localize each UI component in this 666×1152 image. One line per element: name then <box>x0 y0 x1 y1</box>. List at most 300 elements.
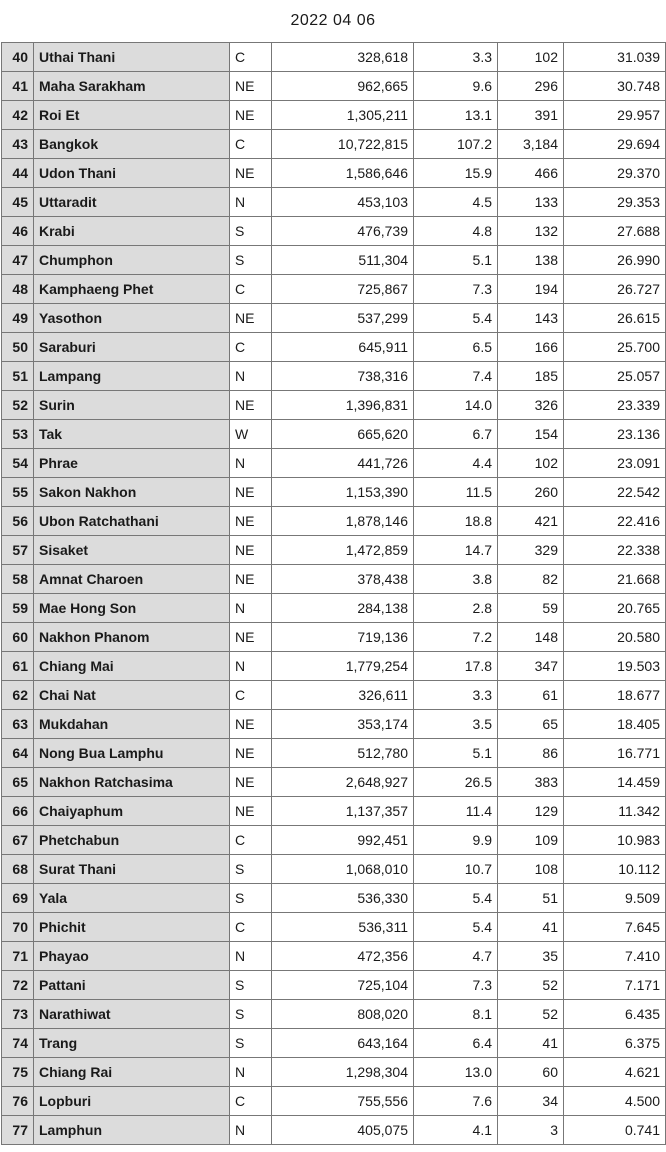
region-cell: N <box>230 1058 272 1087</box>
rate-cell: 7.410 <box>564 942 666 971</box>
region-cell: NE <box>230 797 272 826</box>
population-cell: 476,739 <box>272 217 414 246</box>
population-cell: 755,556 <box>272 1087 414 1116</box>
table-row <box>2 710 666 739</box>
cases-cell: 35 <box>498 942 564 971</box>
cases-cell: 166 <box>498 333 564 362</box>
population-cell: 645,911 <box>272 333 414 362</box>
rate-cell: 7.171 <box>564 971 666 1000</box>
region-cell: N <box>230 362 272 391</box>
table-row <box>2 1000 666 1029</box>
province-cell: Saraburi <box>34 333 230 362</box>
rank-cell: 55 <box>2 478 34 507</box>
rank-cell: 68 <box>2 855 34 884</box>
table-row <box>2 681 666 710</box>
table-row <box>2 275 666 304</box>
rank-cell: 44 <box>2 159 34 188</box>
rank-cell: 60 <box>2 623 34 652</box>
table-row <box>2 449 666 478</box>
per-100k-cell: 7.2 <box>414 623 498 652</box>
region-cell: N <box>230 449 272 478</box>
table-body <box>2 43 666 1145</box>
rank-cell: 66 <box>2 797 34 826</box>
province-cell: Amnat Charoen <box>34 565 230 594</box>
province-cell: Sakon Nakhon <box>34 478 230 507</box>
rate-cell: 9.509 <box>564 884 666 913</box>
cases-cell: 194 <box>498 275 564 304</box>
rate-cell: 21.668 <box>564 565 666 594</box>
province-cell: Krabi <box>34 217 230 246</box>
population-cell: 326,611 <box>272 681 414 710</box>
table-row <box>2 536 666 565</box>
province-cell: Lopburi <box>34 1087 230 1116</box>
province-cell: Trang <box>34 1029 230 1058</box>
table-row <box>2 623 666 652</box>
cases-cell: 347 <box>498 652 564 681</box>
rank-cell: 45 <box>2 188 34 217</box>
per-100k-cell: 5.1 <box>414 739 498 768</box>
cases-cell: 154 <box>498 420 564 449</box>
cases-cell: 41 <box>498 913 564 942</box>
region-cell: NE <box>230 536 272 565</box>
cases-cell: 383 <box>498 768 564 797</box>
region-cell: NE <box>230 623 272 652</box>
region-cell: C <box>230 1087 272 1116</box>
population-cell: 353,174 <box>272 710 414 739</box>
per-100k-cell: 5.4 <box>414 304 498 333</box>
province-cell: Nakhon Ratchasima <box>34 768 230 797</box>
table-row <box>2 72 666 101</box>
table-row <box>2 43 666 72</box>
page-title: 2022 04 06 <box>290 12 376 29</box>
cases-cell: 185 <box>498 362 564 391</box>
province-cell: Phetchabun <box>34 826 230 855</box>
region-cell: S <box>230 884 272 913</box>
region-cell: NE <box>230 391 272 420</box>
region-cell: C <box>230 913 272 942</box>
cases-cell: 3 <box>498 1116 564 1145</box>
region-cell: NE <box>230 159 272 188</box>
cases-cell: 102 <box>498 43 564 72</box>
population-cell: 10,722,815 <box>272 130 414 159</box>
rate-cell: 29.694 <box>564 130 666 159</box>
population-cell: 2,648,927 <box>272 768 414 797</box>
population-cell: 1,472,859 <box>272 536 414 565</box>
population-cell: 453,103 <box>272 188 414 217</box>
rate-cell: 23.091 <box>564 449 666 478</box>
per-100k-cell: 7.3 <box>414 971 498 1000</box>
province-cell: Roi Et <box>34 101 230 130</box>
rank-cell: 48 <box>2 275 34 304</box>
per-100k-cell: 6.7 <box>414 420 498 449</box>
rate-cell: 10.112 <box>564 855 666 884</box>
rank-cell: 76 <box>2 1087 34 1116</box>
province-cell: Yala <box>34 884 230 913</box>
region-cell: S <box>230 217 272 246</box>
region-cell: C <box>230 43 272 72</box>
cases-cell: 3,184 <box>498 130 564 159</box>
rank-cell: 50 <box>2 333 34 362</box>
table-row <box>2 739 666 768</box>
rate-cell: 27.688 <box>564 217 666 246</box>
rate-cell: 22.338 <box>564 536 666 565</box>
cases-cell: 65 <box>498 710 564 739</box>
population-cell: 1,305,211 <box>272 101 414 130</box>
rate-cell: 29.353 <box>564 188 666 217</box>
cases-cell: 60 <box>498 1058 564 1087</box>
population-cell: 1,153,390 <box>272 478 414 507</box>
rate-cell: 31.039 <box>564 43 666 72</box>
region-cell: S <box>230 1000 272 1029</box>
rank-cell: 75 <box>2 1058 34 1087</box>
population-cell: 962,665 <box>272 72 414 101</box>
per-100k-cell: 11.4 <box>414 797 498 826</box>
province-cell: Pattani <box>34 971 230 1000</box>
cases-cell: 391 <box>498 101 564 130</box>
rank-cell: 41 <box>2 72 34 101</box>
population-cell: 738,316 <box>272 362 414 391</box>
per-100k-cell: 26.5 <box>414 768 498 797</box>
province-cell: Mukdahan <box>34 710 230 739</box>
per-100k-cell: 5.4 <box>414 884 498 913</box>
cases-cell: 148 <box>498 623 564 652</box>
region-cell: N <box>230 942 272 971</box>
rank-cell: 42 <box>2 101 34 130</box>
rate-cell: 14.459 <box>564 768 666 797</box>
table-row <box>2 333 666 362</box>
rate-cell: 0.741 <box>564 1116 666 1145</box>
cases-cell: 132 <box>498 217 564 246</box>
rank-cell: 61 <box>2 652 34 681</box>
table-row <box>2 768 666 797</box>
table-row <box>2 826 666 855</box>
population-cell: 665,620 <box>272 420 414 449</box>
rate-cell: 16.771 <box>564 739 666 768</box>
rank-cell: 59 <box>2 594 34 623</box>
population-cell: 725,867 <box>272 275 414 304</box>
per-100k-cell: 3.3 <box>414 681 498 710</box>
province-cell: Phayao <box>34 942 230 971</box>
per-100k-cell: 13.0 <box>414 1058 498 1087</box>
table-row <box>2 971 666 1000</box>
cases-cell: 133 <box>498 188 564 217</box>
per-100k-cell: 6.4 <box>414 1029 498 1058</box>
per-100k-cell: 7.6 <box>414 1087 498 1116</box>
population-cell: 1,068,010 <box>272 855 414 884</box>
region-cell: NE <box>230 565 272 594</box>
rank-cell: 49 <box>2 304 34 333</box>
table-row <box>2 246 666 275</box>
per-100k-cell: 14.7 <box>414 536 498 565</box>
rank-cell: 69 <box>2 884 34 913</box>
per-100k-cell: 11.5 <box>414 478 498 507</box>
per-100k-cell: 7.3 <box>414 275 498 304</box>
province-cell: Uthai Thani <box>34 43 230 72</box>
table-row <box>2 855 666 884</box>
population-cell: 536,311 <box>272 913 414 942</box>
region-cell: NE <box>230 101 272 130</box>
rank-cell: 72 <box>2 971 34 1000</box>
region-cell: NE <box>230 768 272 797</box>
cases-cell: 52 <box>498 971 564 1000</box>
rate-cell: 25.700 <box>564 333 666 362</box>
rank-cell: 51 <box>2 362 34 391</box>
cases-cell: 59 <box>498 594 564 623</box>
rank-cell: 73 <box>2 1000 34 1029</box>
rank-cell: 40 <box>2 43 34 72</box>
population-cell: 1,586,646 <box>272 159 414 188</box>
region-cell: NE <box>230 710 272 739</box>
table-row <box>2 159 666 188</box>
rate-cell: 25.057 <box>564 362 666 391</box>
rank-cell: 58 <box>2 565 34 594</box>
table-row <box>2 391 666 420</box>
cases-cell: 82 <box>498 565 564 594</box>
province-cell: Chai Nat <box>34 681 230 710</box>
table-row <box>2 478 666 507</box>
population-cell: 719,136 <box>272 623 414 652</box>
cases-cell: 41 <box>498 1029 564 1058</box>
rank-cell: 71 <box>2 942 34 971</box>
rate-cell: 26.990 <box>564 246 666 275</box>
region-cell: C <box>230 275 272 304</box>
per-100k-cell: 3.3 <box>414 43 498 72</box>
province-cell: Lampang <box>34 362 230 391</box>
province-cell: Mae Hong Son <box>34 594 230 623</box>
rank-cell: 67 <box>2 826 34 855</box>
table-row <box>2 1087 666 1116</box>
rank-cell: 47 <box>2 246 34 275</box>
region-cell: C <box>230 130 272 159</box>
rank-cell: 63 <box>2 710 34 739</box>
population-cell: 284,138 <box>272 594 414 623</box>
region-cell: S <box>230 246 272 275</box>
population-cell: 643,164 <box>272 1029 414 1058</box>
population-cell: 1,298,304 <box>272 1058 414 1087</box>
province-cell: Lamphun <box>34 1116 230 1145</box>
population-cell: 472,356 <box>272 942 414 971</box>
region-cell: S <box>230 971 272 1000</box>
province-cell: Chiang Rai <box>34 1058 230 1087</box>
region-cell: C <box>230 681 272 710</box>
population-cell: 405,075 <box>272 1116 414 1145</box>
table-row <box>2 1029 666 1058</box>
rank-cell: 54 <box>2 449 34 478</box>
per-100k-cell: 15.9 <box>414 159 498 188</box>
rate-cell: 11.342 <box>564 797 666 826</box>
cases-cell: 143 <box>498 304 564 333</box>
per-100k-cell: 3.8 <box>414 565 498 594</box>
cases-cell: 138 <box>498 246 564 275</box>
rank-cell: 43 <box>2 130 34 159</box>
rate-cell: 23.136 <box>564 420 666 449</box>
province-cell: Nakhon Phanom <box>34 623 230 652</box>
rank-cell: 57 <box>2 536 34 565</box>
table-row <box>2 188 666 217</box>
per-100k-cell: 2.8 <box>414 594 498 623</box>
rate-cell: 22.542 <box>564 478 666 507</box>
per-100k-cell: 4.8 <box>414 217 498 246</box>
rank-cell: 77 <box>2 1116 34 1145</box>
cases-cell: 102 <box>498 449 564 478</box>
rate-cell: 26.727 <box>564 275 666 304</box>
province-cell: Nong Bua Lamphu <box>34 739 230 768</box>
rank-cell: 52 <box>2 391 34 420</box>
per-100k-cell: 107.2 <box>414 130 498 159</box>
population-cell: 808,020 <box>272 1000 414 1029</box>
table-row <box>2 304 666 333</box>
region-cell: NE <box>230 72 272 101</box>
per-100k-cell: 4.7 <box>414 942 498 971</box>
province-cell: Tak <box>34 420 230 449</box>
rank-cell: 62 <box>2 681 34 710</box>
rate-cell: 29.957 <box>564 101 666 130</box>
rank-cell: 56 <box>2 507 34 536</box>
table-row <box>2 130 666 159</box>
region-cell: N <box>230 188 272 217</box>
rate-cell: 18.677 <box>564 681 666 710</box>
population-cell: 1,137,357 <box>272 797 414 826</box>
cases-cell: 466 <box>498 159 564 188</box>
per-100k-cell: 6.5 <box>414 333 498 362</box>
province-cell: Sisaket <box>34 536 230 565</box>
table-row <box>2 565 666 594</box>
table-row <box>2 884 666 913</box>
per-100k-cell: 17.8 <box>414 652 498 681</box>
cases-cell: 421 <box>498 507 564 536</box>
province-cell: Chumphon <box>34 246 230 275</box>
region-cell: S <box>230 1029 272 1058</box>
per-100k-cell: 7.4 <box>414 362 498 391</box>
table-row <box>2 942 666 971</box>
table-row <box>2 594 666 623</box>
per-100k-cell: 5.1 <box>414 246 498 275</box>
cases-cell: 329 <box>498 536 564 565</box>
table-row <box>2 913 666 942</box>
per-100k-cell: 18.8 <box>414 507 498 536</box>
population-cell: 992,451 <box>272 826 414 855</box>
cases-cell: 108 <box>498 855 564 884</box>
province-cell: Yasothon <box>34 304 230 333</box>
rate-cell: 30.748 <box>564 72 666 101</box>
province-cell: Udon Thani <box>34 159 230 188</box>
population-cell: 1,878,146 <box>272 507 414 536</box>
province-cell: Kamphaeng Phet <box>34 275 230 304</box>
population-cell: 511,304 <box>272 246 414 275</box>
province-cell: Phrae <box>34 449 230 478</box>
per-100k-cell: 4.1 <box>414 1116 498 1145</box>
rank-cell: 64 <box>2 739 34 768</box>
region-cell: NE <box>230 507 272 536</box>
region-cell: NE <box>230 304 272 333</box>
rate-cell: 20.765 <box>564 594 666 623</box>
rate-cell: 7.645 <box>564 913 666 942</box>
cases-cell: 260 <box>498 478 564 507</box>
cases-cell: 52 <box>498 1000 564 1029</box>
rate-cell: 29.370 <box>564 159 666 188</box>
population-cell: 441,726 <box>272 449 414 478</box>
table-row <box>2 1058 666 1087</box>
per-100k-cell: 9.9 <box>414 826 498 855</box>
population-cell: 1,396,831 <box>272 391 414 420</box>
population-cell: 725,104 <box>272 971 414 1000</box>
province-cell: Bangkok <box>34 130 230 159</box>
region-cell: S <box>230 855 272 884</box>
rate-cell: 6.375 <box>564 1029 666 1058</box>
table-row <box>2 420 666 449</box>
rate-cell: 20.580 <box>564 623 666 652</box>
rate-cell: 6.435 <box>564 1000 666 1029</box>
cases-cell: 109 <box>498 826 564 855</box>
cases-cell: 51 <box>498 884 564 913</box>
rate-cell: 10.983 <box>564 826 666 855</box>
rate-cell: 23.339 <box>564 391 666 420</box>
population-cell: 328,618 <box>272 43 414 72</box>
table-row <box>2 652 666 681</box>
population-cell: 537,299 <box>272 304 414 333</box>
population-cell: 512,780 <box>272 739 414 768</box>
rate-cell: 26.615 <box>564 304 666 333</box>
province-cell: Uttaradit <box>34 188 230 217</box>
per-100k-cell: 14.0 <box>414 391 498 420</box>
table-row <box>2 507 666 536</box>
province-cell: Surat Thani <box>34 855 230 884</box>
rank-cell: 46 <box>2 217 34 246</box>
rate-cell: 22.416 <box>564 507 666 536</box>
region-cell: NE <box>230 739 272 768</box>
region-cell: NE <box>230 478 272 507</box>
table-row <box>2 101 666 130</box>
per-100k-cell: 3.5 <box>414 710 498 739</box>
cases-cell: 129 <box>498 797 564 826</box>
table-row <box>2 217 666 246</box>
region-cell: N <box>230 652 272 681</box>
province-cell: Maha Sarakham <box>34 72 230 101</box>
rate-cell: 4.621 <box>564 1058 666 1087</box>
province-cell: Chiang Mai <box>34 652 230 681</box>
per-100k-cell: 5.4 <box>414 913 498 942</box>
cases-cell: 326 <box>498 391 564 420</box>
rank-cell: 70 <box>2 913 34 942</box>
province-cell: Chaiyaphum <box>34 797 230 826</box>
cases-cell: 86 <box>498 739 564 768</box>
per-100k-cell: 4.5 <box>414 188 498 217</box>
province-cell: Narathiwat <box>34 1000 230 1029</box>
table-row <box>2 362 666 391</box>
per-100k-cell: 4.4 <box>414 449 498 478</box>
per-100k-cell: 8.1 <box>414 1000 498 1029</box>
population-cell: 1,779,254 <box>272 652 414 681</box>
province-cell: Surin <box>34 391 230 420</box>
rate-cell: 4.500 <box>564 1087 666 1116</box>
population-cell: 536,330 <box>272 884 414 913</box>
rate-cell: 19.503 <box>564 652 666 681</box>
population-cell: 378,438 <box>272 565 414 594</box>
rank-cell: 53 <box>2 420 34 449</box>
region-cell: N <box>230 1116 272 1145</box>
region-cell: N <box>230 594 272 623</box>
rank-cell: 74 <box>2 1029 34 1058</box>
per-100k-cell: 9.6 <box>414 72 498 101</box>
province-cell: Phichit <box>34 913 230 942</box>
cases-cell: 296 <box>498 72 564 101</box>
per-100k-cell: 13.1 <box>414 101 498 130</box>
rank-cell: 65 <box>2 768 34 797</box>
per-100k-cell: 10.7 <box>414 855 498 884</box>
province-cell: Ubon Ratchathani <box>34 507 230 536</box>
table-row <box>2 1116 666 1145</box>
region-cell: C <box>230 826 272 855</box>
